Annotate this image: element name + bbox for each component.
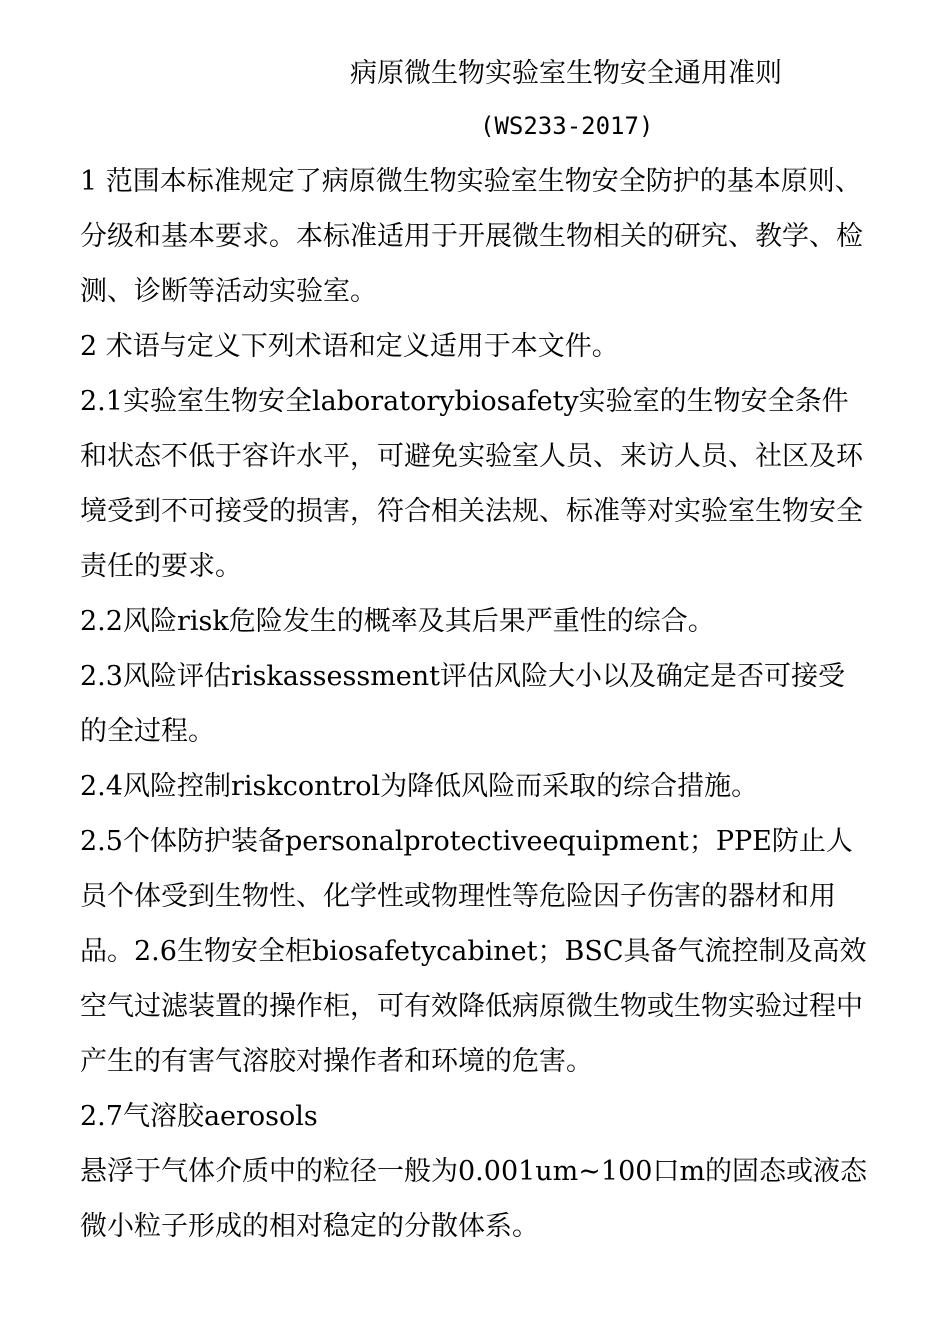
paragraph-aerosols-heading: 2.7气溶胶aerosols xyxy=(80,1101,318,1132)
paragraph-scope: 1 范围本标准规定了病原微生物实验室生物安全防护的基本原则、分级和基本要求。本标准适用于开展微生物相关的研究、教学、检测、诊断等活动实验室。 xyxy=(80,166,863,307)
paragraph-aerosols-definition: 悬浮于气体介质中的粒径一般为0.001um~100口m的固态或液态微小粒子形成的相对稳定的分散体系。 xyxy=(80,1156,868,1242)
paragraph-risk: 2.2风险risk危险发生的概率及其后果严重性的综合。 xyxy=(80,606,715,637)
document-title: 病原微生物实验室生物安全通用准则 xyxy=(350,58,782,89)
paragraph-risk-assessment: 2.3风险评估riskassessment评估风险大小以及确定是否可接受的全过程。 xyxy=(80,661,846,747)
standard-code: (WS233-2017) xyxy=(480,112,654,140)
paragraph-ppe-bsc: 2.5个体防护装备personalprotectiveequipment；PPE防止人员个体受到生物性、化学性或物理性等危险因子伤害的器材和用品。2.6生物安全柜biosafetycabinet；BSC具备气流控制及高效空气过滤装置的操作柜，可有效降低病原微生物或生物实验过程中产生的有害气溶胶对操作者和环境的危害。 xyxy=(80,826,867,1077)
paragraph-lab-biosafety: 2.1实验室生物安全laboratorybiosafety实验室的生物安全条件和状态不低于容许水平，可避免实验室人员、来访人员、社区及环境受到不可接受的损害，符合相关法规、标准等对实验室生物安全责任的要求。 xyxy=(80,386,863,582)
document-body xyxy=(80,154,870,1254)
paragraph-terms-intro: 2 术语与定义下列术语和定义适用于本文件。 xyxy=(80,331,619,362)
paragraph-risk-control: 2.4风险控制riskcontrol为降低风险而采取的综合措施。 xyxy=(80,771,759,802)
